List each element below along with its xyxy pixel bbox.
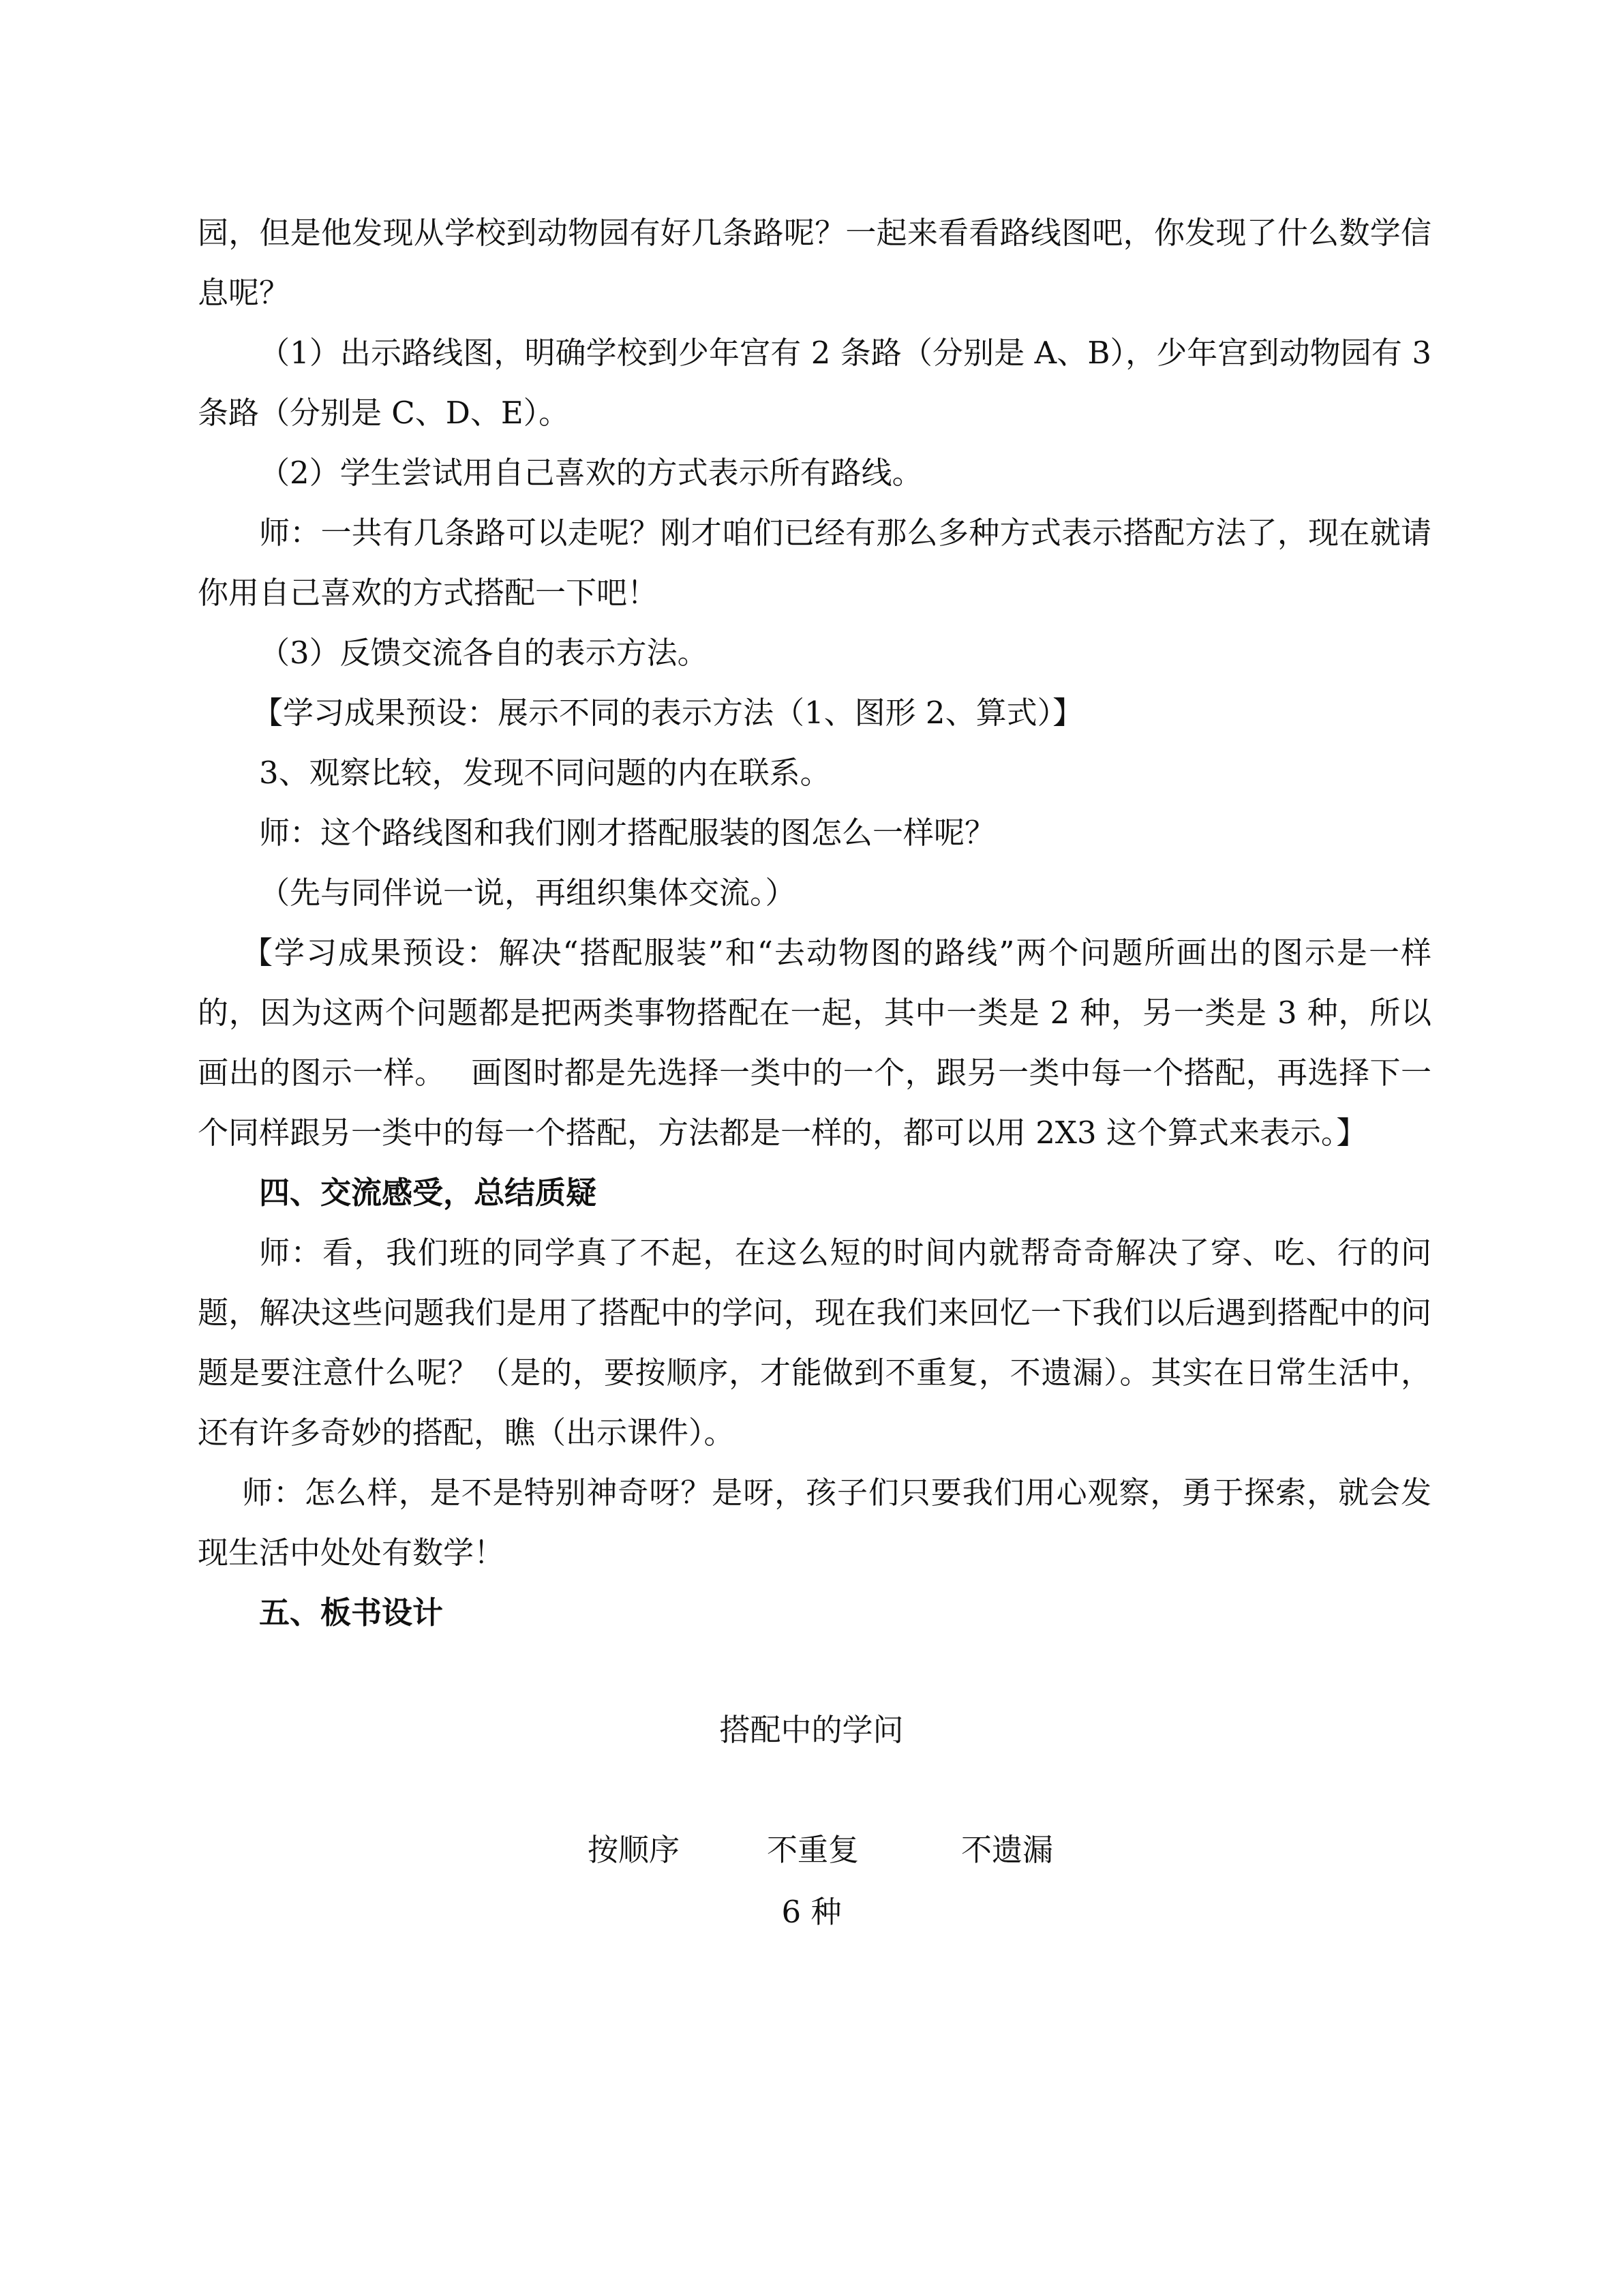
paragraph-teacher-compare: 师：这个路线图和我们刚才搭配服装的图怎么一样呢？ <box>259 815 996 851</box>
board-title: 搭配中的学问 <box>719 1712 904 1748</box>
paragraph-step-1: （1）出示路线图，明确学校到少年宫有 2 条路（分别是 A、B），少年宫到动物园有 3 条路（分别是 C、D、E）。 <box>198 335 1431 431</box>
board-item-no-omission: 不遗漏 <box>961 1832 1054 1868</box>
paragraph-teacher-question: 师：一共有几条路可以走呢？刚才咱们已经有那么多种方式表示搭配方法了，现在就请你用自己喜欢的方式搭配一下吧！ <box>198 515 1431 611</box>
paragraph-step-2: （2）学生尝试用自己喜欢的方式表示所有路线。 <box>259 455 923 491</box>
paragraph-teacher-closing: 师：怎么样，是不是特别神奇呀？是呀，孩子们只要我们用心观察，勇于探索，就会发现生活中处处有数学！ <box>198 1475 1431 1571</box>
paragraph-teacher-summary: 师：看，我们班的同学真了不起，在这么短的时间内就帮奇奇解决了穿、吃、行的问题，解决这些问题我们是用了搭配中的学问，现在我们来回忆一下我们以后遇到搭配中的问题是要注意什么呢？（是的，要按顺序，才能做到不重复，不遗漏）。其实在日常生活中，还有许多奇妙的搭配，瞧（出示课件）。 <box>198 1235 1431 1451</box>
board-item-order: 按顺序 <box>588 1832 680 1868</box>
paragraph-step-3: （3）反馈交流各自的表示方法。 <box>259 635 708 671</box>
document-body <box>198 203 1431 1643</box>
paragraph-peer-discussion: （先与同伴说一说，再组织集体交流。） <box>259 875 796 911</box>
board-item-no-repeat: 不重复 <box>767 1832 860 1868</box>
section-heading-4: 四、交流感受，总结质疑 <box>259 1175 597 1211</box>
paragraph-compare-heading: 3、观察比较，发现不同问题的内在联系。 <box>259 755 831 791</box>
paragraph-learning-outcome-1: 【学习成果预设：展示不同的表示方法（1、图形 2、算式）】 <box>252 695 1084 731</box>
paragraph-learning-outcome-2: 【学习成果预设：解决“搭配服装”和“去动物图的路线”两个问题所画出的图示是一样的，因为这两个问题都是把两类事物搭配在一起，其中一类是 2 种，另一类是 3 种，所以画出的图示一样。 画图时都是先选择一类中的一个，跟另一类中每一个搭配，再选择下一个同样跟另一类中的每一个搭配，方法都是一样的，都可以用 2X3 这个算式来表示。】 <box>198 935 1431 1151</box>
paragraph-intro: 园，但是他发现从学校到动物园有好几条路呢？一起来看看路线图吧，你发现了什么数学信息呢？ <box>198 215 1431 311</box>
section-heading-5: 五、板书设计 <box>259 1595 444 1631</box>
board-items <box>0 1830 1623 1871</box>
board-count: 6 种 <box>781 1894 842 1930</box>
